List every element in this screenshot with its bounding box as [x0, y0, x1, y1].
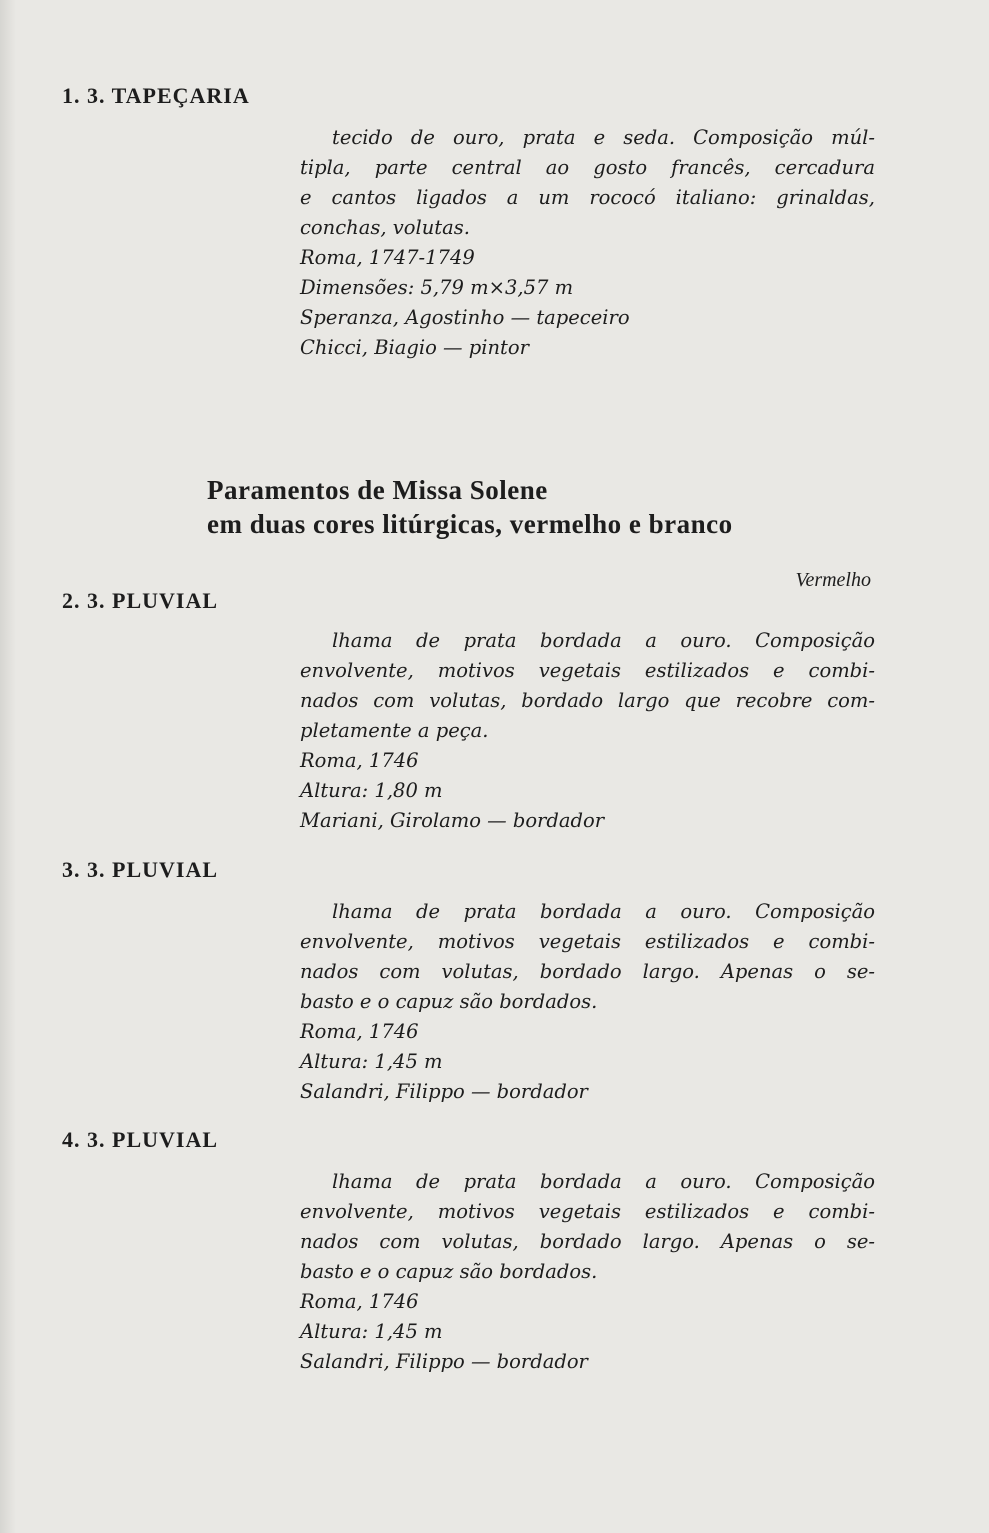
- maker-credit: Salandri, Filippo — bordador: [300, 1350, 588, 1373]
- entry-title: 2. 3. PLUVIAL: [62, 588, 219, 613]
- maker-credit: Salandri, Filippo — bordador: [300, 1080, 588, 1103]
- entry-description: [300, 123, 875, 363]
- description-line: basto e o capuz são bordados.: [300, 1260, 598, 1283]
- page-edge: [0, 0, 16, 1533]
- description-line: nados com volutas, bordado largo. Apenas o se-: [300, 960, 875, 983]
- description-line: nados com volutas, bordado largo. Apenas o se-: [300, 1230, 875, 1253]
- liturgical-color-label: Vermelho: [795, 569, 871, 591]
- description-line: tipla, parte central ao gosto francês, cercadura: [300, 156, 875, 179]
- description-line: conchas, volutas.: [300, 216, 470, 239]
- location-date: Roma, 1746: [300, 749, 419, 772]
- description-line: nados com volutas, bordado largo que recobre com-: [300, 689, 875, 712]
- description-line: tecido de ouro, prata e seda. Composição múl-: [332, 126, 875, 149]
- description-line: lhama de prata bordada a ouro. Composição: [332, 629, 875, 652]
- entry-description: [300, 626, 875, 836]
- dimensions: Altura: 1,45 m: [300, 1050, 443, 1073]
- entry-description: [300, 1167, 875, 1377]
- entry-title: 1. 3. TAPEÇARIA: [62, 83, 250, 108]
- description-line: e cantos ligados a um rococó italiano: grinaldas,: [300, 186, 875, 209]
- description-line: envolvente, motivos vegetais estilizados e combi-: [300, 1200, 875, 1223]
- description-line: envolvente, motivos vegetais estilizados e combi-: [300, 930, 875, 953]
- location-date: Roma, 1747-1749: [300, 246, 475, 269]
- dimensions: Altura: 1,80 m: [300, 779, 443, 802]
- description-line: lhama de prata bordada a ouro. Composição: [332, 1170, 875, 1193]
- section-heading: [207, 473, 733, 541]
- description-line: basto e o capuz são bordados.: [300, 990, 598, 1013]
- dimensions: Dimensões: 5,79 m×3,57 m: [300, 276, 574, 299]
- section-heading-line: Paramentos de Missa Solene: [207, 475, 548, 505]
- maker-credit: Chicci, Biagio — pintor: [300, 336, 529, 359]
- description-line: envolvente, motivos vegetais estilizados e combi-: [300, 659, 875, 682]
- entry-title: 4. 3. PLUVIAL: [62, 1127, 219, 1152]
- location-date: Roma, 1746: [300, 1020, 419, 1043]
- description-line: lhama de prata bordada a ouro. Composição: [332, 900, 875, 923]
- section-heading-line: em duas cores litúrgicas, vermelho e branco: [207, 509, 733, 539]
- entry-description: [300, 897, 875, 1107]
- location-date: Roma, 1746: [300, 1290, 419, 1313]
- dimensions: Altura: 1,45 m: [300, 1320, 443, 1343]
- maker-credit: Mariani, Girolamo — bordador: [300, 809, 605, 832]
- entry-title: 3. 3. PLUVIAL: [62, 857, 219, 882]
- maker-credit: Speranza, Agostinho — tapeceiro: [300, 306, 630, 329]
- description-line: pletamente a peça.: [300, 719, 489, 742]
